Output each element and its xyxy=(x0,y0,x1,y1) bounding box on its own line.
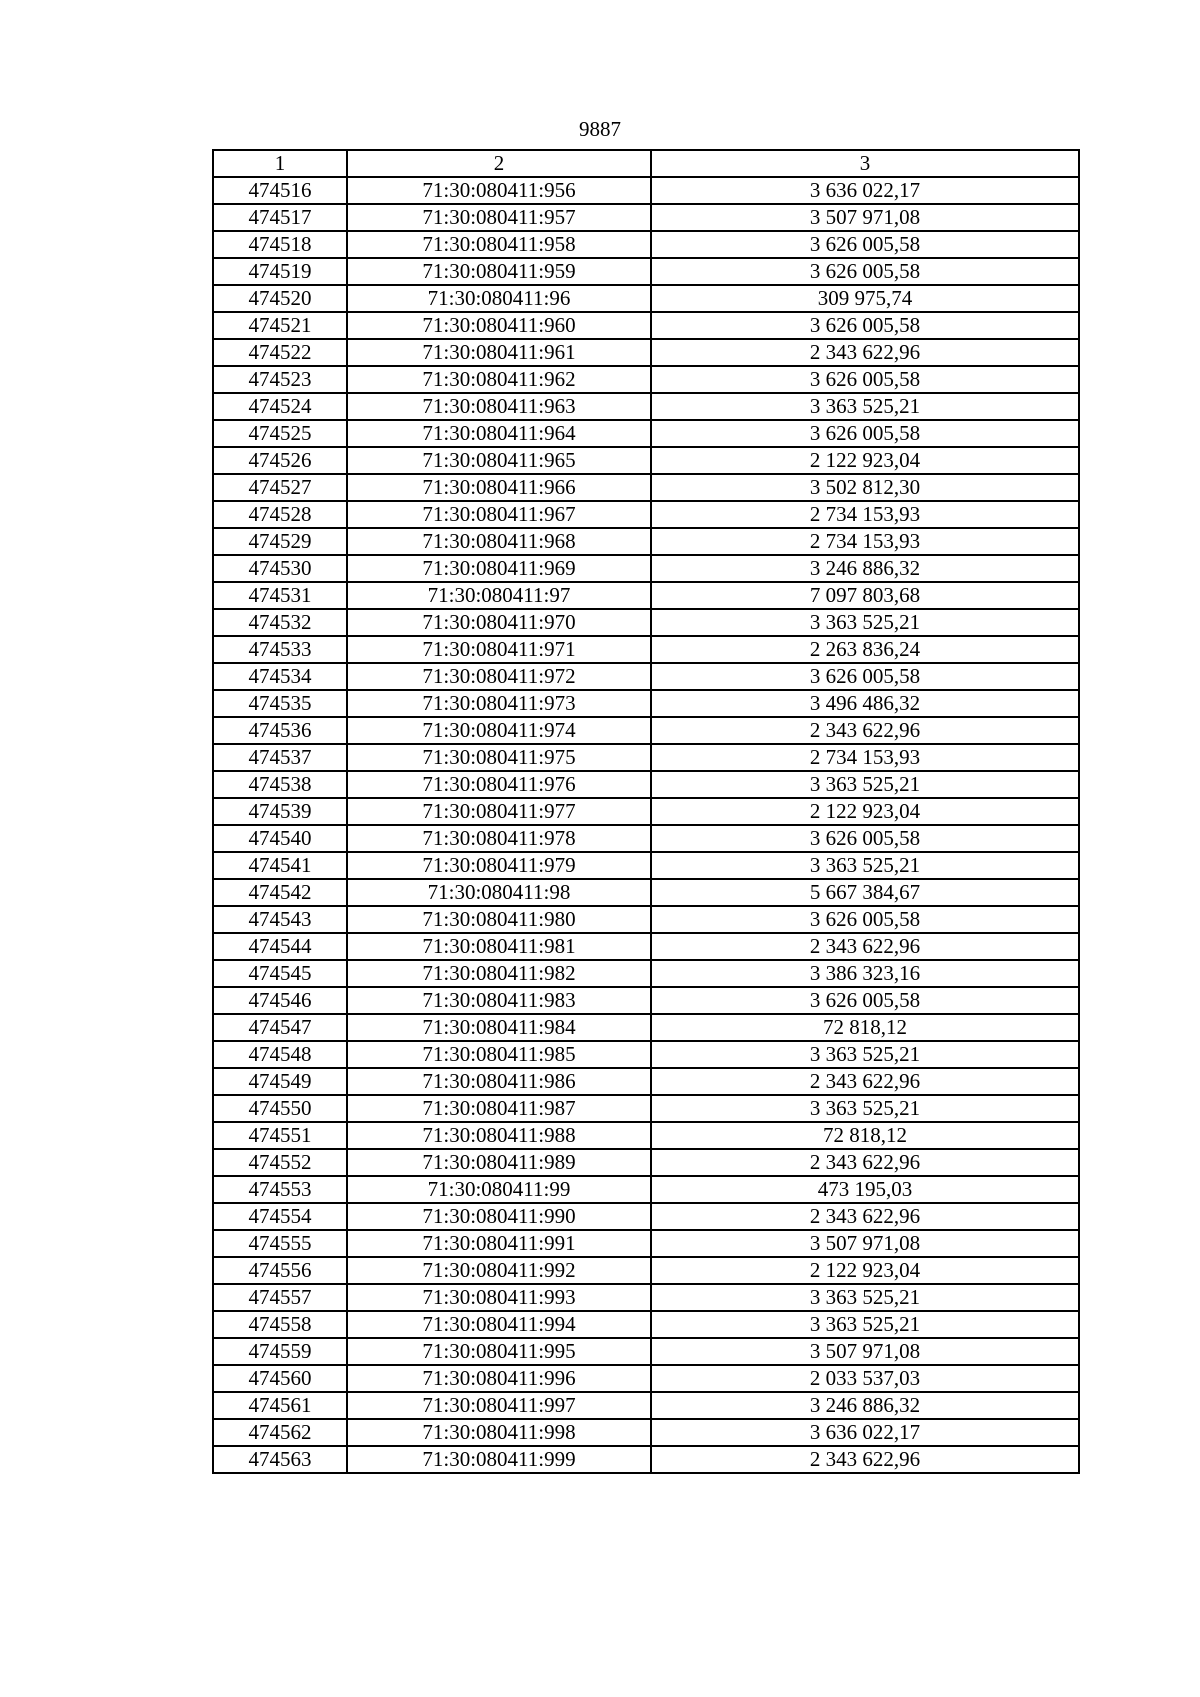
cadastral-number-cell: 71:30:080411:981 xyxy=(347,933,651,960)
cadastral-number-cell: 71:30:080411:971 xyxy=(347,636,651,663)
row-number-cell: 474550 xyxy=(213,1095,347,1122)
cadastral-value-cell: 2 343 622,96 xyxy=(651,1446,1079,1473)
row-number-cell: 474516 xyxy=(213,177,347,204)
cadastral-value-cell: 3 363 525,21 xyxy=(651,1041,1079,1068)
table-row xyxy=(213,528,1079,555)
table-row xyxy=(213,1284,1079,1311)
cadastral-number-cell: 71:30:080411:972 xyxy=(347,663,651,690)
cadastral-number-cell: 71:30:080411:991 xyxy=(347,1230,651,1257)
table-row xyxy=(213,771,1079,798)
row-number-cell: 474519 xyxy=(213,258,347,285)
cadastral-value-cell: 3 363 525,21 xyxy=(651,1095,1079,1122)
page-number: 9887 xyxy=(579,117,621,141)
row-number-cell: 474517 xyxy=(213,204,347,231)
cadastral-value-cell: 7 097 803,68 xyxy=(651,582,1079,609)
cadastral-value-cell: 2 263 836,24 xyxy=(651,636,1079,663)
table-row xyxy=(213,1311,1079,1338)
cadastral-number-cell: 71:30:080411:969 xyxy=(347,555,651,582)
cadastral-number-cell: 71:30:080411:998 xyxy=(347,1419,651,1446)
cadastral-value-cell: 3 363 525,21 xyxy=(651,609,1079,636)
table-row xyxy=(213,825,1079,852)
table-row xyxy=(213,1365,1079,1392)
row-number-cell: 474537 xyxy=(213,744,347,771)
row-number-cell: 474532 xyxy=(213,609,347,636)
row-number-cell: 474524 xyxy=(213,393,347,420)
row-number-cell: 474547 xyxy=(213,1014,347,1041)
cadastral-number-cell: 71:30:080411:964 xyxy=(347,420,651,447)
row-number-cell: 474554 xyxy=(213,1203,347,1230)
table-row xyxy=(213,447,1079,474)
cadastral-value-cell: 309 975,74 xyxy=(651,285,1079,312)
table-row xyxy=(213,1392,1079,1419)
cadastral-number-cell: 71:30:080411:993 xyxy=(347,1284,651,1311)
header-cell-2: 2 xyxy=(347,150,651,177)
cadastral-value-cell: 2 343 622,96 xyxy=(651,1149,1079,1176)
cadastral-value-cell: 3 496 486,32 xyxy=(651,690,1079,717)
cadastral-number-cell: 71:30:080411:978 xyxy=(347,825,651,852)
table-row xyxy=(213,798,1079,825)
cadastral-number-cell: 71:30:080411:975 xyxy=(347,744,651,771)
table-row xyxy=(213,1176,1079,1203)
table-row xyxy=(213,312,1079,339)
cadastral-number-cell: 71:30:080411:965 xyxy=(347,447,651,474)
cadastral-number-cell: 71:30:080411:997 xyxy=(347,1392,651,1419)
row-number-cell: 474533 xyxy=(213,636,347,663)
cadastral-number-cell: 71:30:080411:970 xyxy=(347,609,651,636)
cadastral-number-cell: 71:30:080411:999 xyxy=(347,1446,651,1473)
row-number-cell: 474528 xyxy=(213,501,347,528)
cadastral-value-cell: 2 343 622,96 xyxy=(651,717,1079,744)
cadastral-number-cell: 71:30:080411:979 xyxy=(347,852,651,879)
cadastral-value-cell: 3 363 525,21 xyxy=(651,1311,1079,1338)
row-number-cell: 474538 xyxy=(213,771,347,798)
row-number-cell: 474552 xyxy=(213,1149,347,1176)
cadastral-value-cell: 3 507 971,08 xyxy=(651,1338,1079,1365)
table-header xyxy=(213,150,1079,177)
cadastral-value-cell: 3 363 525,21 xyxy=(651,852,1079,879)
cadastral-number-cell: 71:30:080411:959 xyxy=(347,258,651,285)
row-number-cell: 474551 xyxy=(213,1122,347,1149)
cadastral-value-cell: 3 626 005,58 xyxy=(651,312,1079,339)
row-number-cell: 474549 xyxy=(213,1068,347,1095)
table-row xyxy=(213,852,1079,879)
cadastral-number-cell: 71:30:080411:983 xyxy=(347,987,651,1014)
row-number-cell: 474563 xyxy=(213,1446,347,1473)
cadastral-number-cell: 71:30:080411:957 xyxy=(347,204,651,231)
cadastral-value-cell: 3 363 525,21 xyxy=(651,393,1079,420)
cadastral-value-table xyxy=(212,149,1080,1474)
row-number-cell: 474529 xyxy=(213,528,347,555)
cadastral-value-cell: 3 246 886,32 xyxy=(651,555,1079,582)
row-number-cell: 474541 xyxy=(213,852,347,879)
cadastral-value-cell: 2 734 153,93 xyxy=(651,501,1079,528)
cadastral-number-cell: 71:30:080411:986 xyxy=(347,1068,651,1095)
cadastral-value-cell: 2 734 153,93 xyxy=(651,528,1079,555)
cadastral-value-cell: 3 636 022,17 xyxy=(651,1419,1079,1446)
table-body xyxy=(213,177,1079,1473)
cadastral-value-cell: 3 507 971,08 xyxy=(651,1230,1079,1257)
table-row xyxy=(213,1446,1079,1473)
row-number-cell: 474543 xyxy=(213,906,347,933)
row-number-cell: 474527 xyxy=(213,474,347,501)
cadastral-number-cell: 71:30:080411:974 xyxy=(347,717,651,744)
cadastral-number-cell: 71:30:080411:98 xyxy=(347,879,651,906)
cadastral-value-cell: 2 734 153,93 xyxy=(651,744,1079,771)
table-row xyxy=(213,987,1079,1014)
cadastral-number-cell: 71:30:080411:97 xyxy=(347,582,651,609)
cadastral-number-cell: 71:30:080411:996 xyxy=(347,1365,651,1392)
cadastral-number-cell: 71:30:080411:976 xyxy=(347,771,651,798)
table-row xyxy=(213,582,1079,609)
cadastral-value-cell: 3 502 812,30 xyxy=(651,474,1079,501)
cadastral-value-cell: 473 195,03 xyxy=(651,1176,1079,1203)
table-row xyxy=(213,420,1079,447)
cadastral-number-cell: 71:30:080411:992 xyxy=(347,1257,651,1284)
cadastral-number-cell: 71:30:080411:963 xyxy=(347,393,651,420)
table-row xyxy=(213,393,1079,420)
cadastral-value-cell: 3 626 005,58 xyxy=(651,258,1079,285)
table-row xyxy=(213,501,1079,528)
table-row xyxy=(213,366,1079,393)
row-number-cell: 474557 xyxy=(213,1284,347,1311)
cadastral-number-cell: 71:30:080411:985 xyxy=(347,1041,651,1068)
cadastral-number-cell: 71:30:080411:99 xyxy=(347,1176,651,1203)
cadastral-value-cell: 3 626 005,58 xyxy=(651,987,1079,1014)
cadastral-value-cell: 72 818,12 xyxy=(651,1014,1079,1041)
table-row xyxy=(213,690,1079,717)
cadastral-value-cell: 2 343 622,96 xyxy=(651,933,1079,960)
table-row xyxy=(213,285,1079,312)
table-row xyxy=(213,933,1079,960)
cadastral-number-cell: 71:30:080411:977 xyxy=(347,798,651,825)
row-number-cell: 474546 xyxy=(213,987,347,1014)
cadastral-value-cell: 2 122 923,04 xyxy=(651,798,1079,825)
header-row xyxy=(213,150,1079,177)
cadastral-value-cell: 2 343 622,96 xyxy=(651,339,1079,366)
cadastral-number-cell: 71:30:080411:989 xyxy=(347,1149,651,1176)
table-row xyxy=(213,1068,1079,1095)
row-number-cell: 474539 xyxy=(213,798,347,825)
cadastral-number-cell: 71:30:080411:994 xyxy=(347,1311,651,1338)
cadastral-number-cell: 71:30:080411:973 xyxy=(347,690,651,717)
cadastral-value-cell: 3 626 005,58 xyxy=(651,663,1079,690)
table-row xyxy=(213,717,1079,744)
table-row xyxy=(213,879,1079,906)
cadastral-value-cell: 2 033 537,03 xyxy=(651,1365,1079,1392)
cadastral-value-cell: 2 343 622,96 xyxy=(651,1203,1079,1230)
row-number-cell: 474530 xyxy=(213,555,347,582)
cadastral-value-cell: 3 626 005,58 xyxy=(651,906,1079,933)
cadastral-number-cell: 71:30:080411:967 xyxy=(347,501,651,528)
row-number-cell: 474544 xyxy=(213,933,347,960)
cadastral-number-cell: 71:30:080411:990 xyxy=(347,1203,651,1230)
row-number-cell: 474562 xyxy=(213,1419,347,1446)
row-number-cell: 474555 xyxy=(213,1230,347,1257)
row-number-cell: 474548 xyxy=(213,1041,347,1068)
row-number-cell: 474525 xyxy=(213,420,347,447)
cadastral-value-cell: 3 636 022,17 xyxy=(651,177,1079,204)
cadastral-value-cell: 5 667 384,67 xyxy=(651,879,1079,906)
table-row xyxy=(213,663,1079,690)
cadastral-number-cell: 71:30:080411:962 xyxy=(347,366,651,393)
cadastral-value-cell: 72 818,12 xyxy=(651,1122,1079,1149)
table-row xyxy=(213,1041,1079,1068)
table-row xyxy=(213,1230,1079,1257)
cadastral-value-cell: 2 122 923,04 xyxy=(651,447,1079,474)
cadastral-number-cell: 71:30:080411:980 xyxy=(347,906,651,933)
cadastral-value-cell: 3 363 525,21 xyxy=(651,1284,1079,1311)
row-number-cell: 474545 xyxy=(213,960,347,987)
cadastral-number-cell: 71:30:080411:984 xyxy=(347,1014,651,1041)
table-row xyxy=(213,177,1079,204)
table-row xyxy=(213,231,1079,258)
row-number-cell: 474556 xyxy=(213,1257,347,1284)
row-number-cell: 474560 xyxy=(213,1365,347,1392)
row-number-cell: 474536 xyxy=(213,717,347,744)
table-row xyxy=(213,1122,1079,1149)
table-row xyxy=(213,474,1079,501)
row-number-cell: 474535 xyxy=(213,690,347,717)
table-row xyxy=(213,609,1079,636)
table-row xyxy=(213,339,1079,366)
row-number-cell: 474523 xyxy=(213,366,347,393)
cadastral-value-cell: 3 626 005,58 xyxy=(651,231,1079,258)
cadastral-number-cell: 71:30:080411:987 xyxy=(347,1095,651,1122)
cadastral-value-cell: 3 626 005,58 xyxy=(651,420,1079,447)
cadastral-number-cell: 71:30:080411:958 xyxy=(347,231,651,258)
table-row xyxy=(213,906,1079,933)
table-row xyxy=(213,204,1079,231)
header-cell-3: 3 xyxy=(651,150,1079,177)
row-number-cell: 474559 xyxy=(213,1338,347,1365)
row-number-cell: 474531 xyxy=(213,582,347,609)
cadastral-value-cell: 3 386 323,16 xyxy=(651,960,1079,987)
table-row xyxy=(213,1338,1079,1365)
table-row xyxy=(213,1149,1079,1176)
row-number-cell: 474521 xyxy=(213,312,347,339)
table-row xyxy=(213,636,1079,663)
cadastral-number-cell: 71:30:080411:961 xyxy=(347,339,651,366)
table-row xyxy=(213,1095,1079,1122)
table-row xyxy=(213,960,1079,987)
row-number-cell: 474526 xyxy=(213,447,347,474)
row-number-cell: 474520 xyxy=(213,285,347,312)
cadastral-number-cell: 71:30:080411:956 xyxy=(347,177,651,204)
cadastral-value-cell: 3 246 886,32 xyxy=(651,1392,1079,1419)
cadastral-number-cell: 71:30:080411:968 xyxy=(347,528,651,555)
cadastral-number-cell: 71:30:080411:960 xyxy=(347,312,651,339)
table-row xyxy=(213,1014,1079,1041)
row-number-cell: 474558 xyxy=(213,1311,347,1338)
cadastral-value-cell: 3 507 971,08 xyxy=(651,204,1079,231)
header-cell-1: 1 xyxy=(213,150,347,177)
table-row xyxy=(213,1257,1079,1284)
cadastral-number-cell: 71:30:080411:988 xyxy=(347,1122,651,1149)
row-number-cell: 474540 xyxy=(213,825,347,852)
cadastral-value-cell: 2 122 923,04 xyxy=(651,1257,1079,1284)
row-number-cell: 474534 xyxy=(213,663,347,690)
row-number-cell: 474561 xyxy=(213,1392,347,1419)
cadastral-number-cell: 71:30:080411:982 xyxy=(347,960,651,987)
cadastral-number-cell: 71:30:080411:96 xyxy=(347,285,651,312)
row-number-cell: 474518 xyxy=(213,231,347,258)
cadastral-value-cell: 2 343 622,96 xyxy=(651,1068,1079,1095)
table-row xyxy=(213,555,1079,582)
row-number-cell: 474542 xyxy=(213,879,347,906)
cadastral-number-cell: 71:30:080411:995 xyxy=(347,1338,651,1365)
cadastral-value-cell: 3 626 005,58 xyxy=(651,366,1079,393)
table-row xyxy=(213,1419,1079,1446)
table-row xyxy=(213,1203,1079,1230)
cadastral-value-cell: 3 363 525,21 xyxy=(651,771,1079,798)
table-row xyxy=(213,744,1079,771)
table-row xyxy=(213,258,1079,285)
cadastral-number-cell: 71:30:080411:966 xyxy=(347,474,651,501)
cadastral-value-cell: 3 626 005,58 xyxy=(651,825,1079,852)
row-number-cell: 474553 xyxy=(213,1176,347,1203)
row-number-cell: 474522 xyxy=(213,339,347,366)
